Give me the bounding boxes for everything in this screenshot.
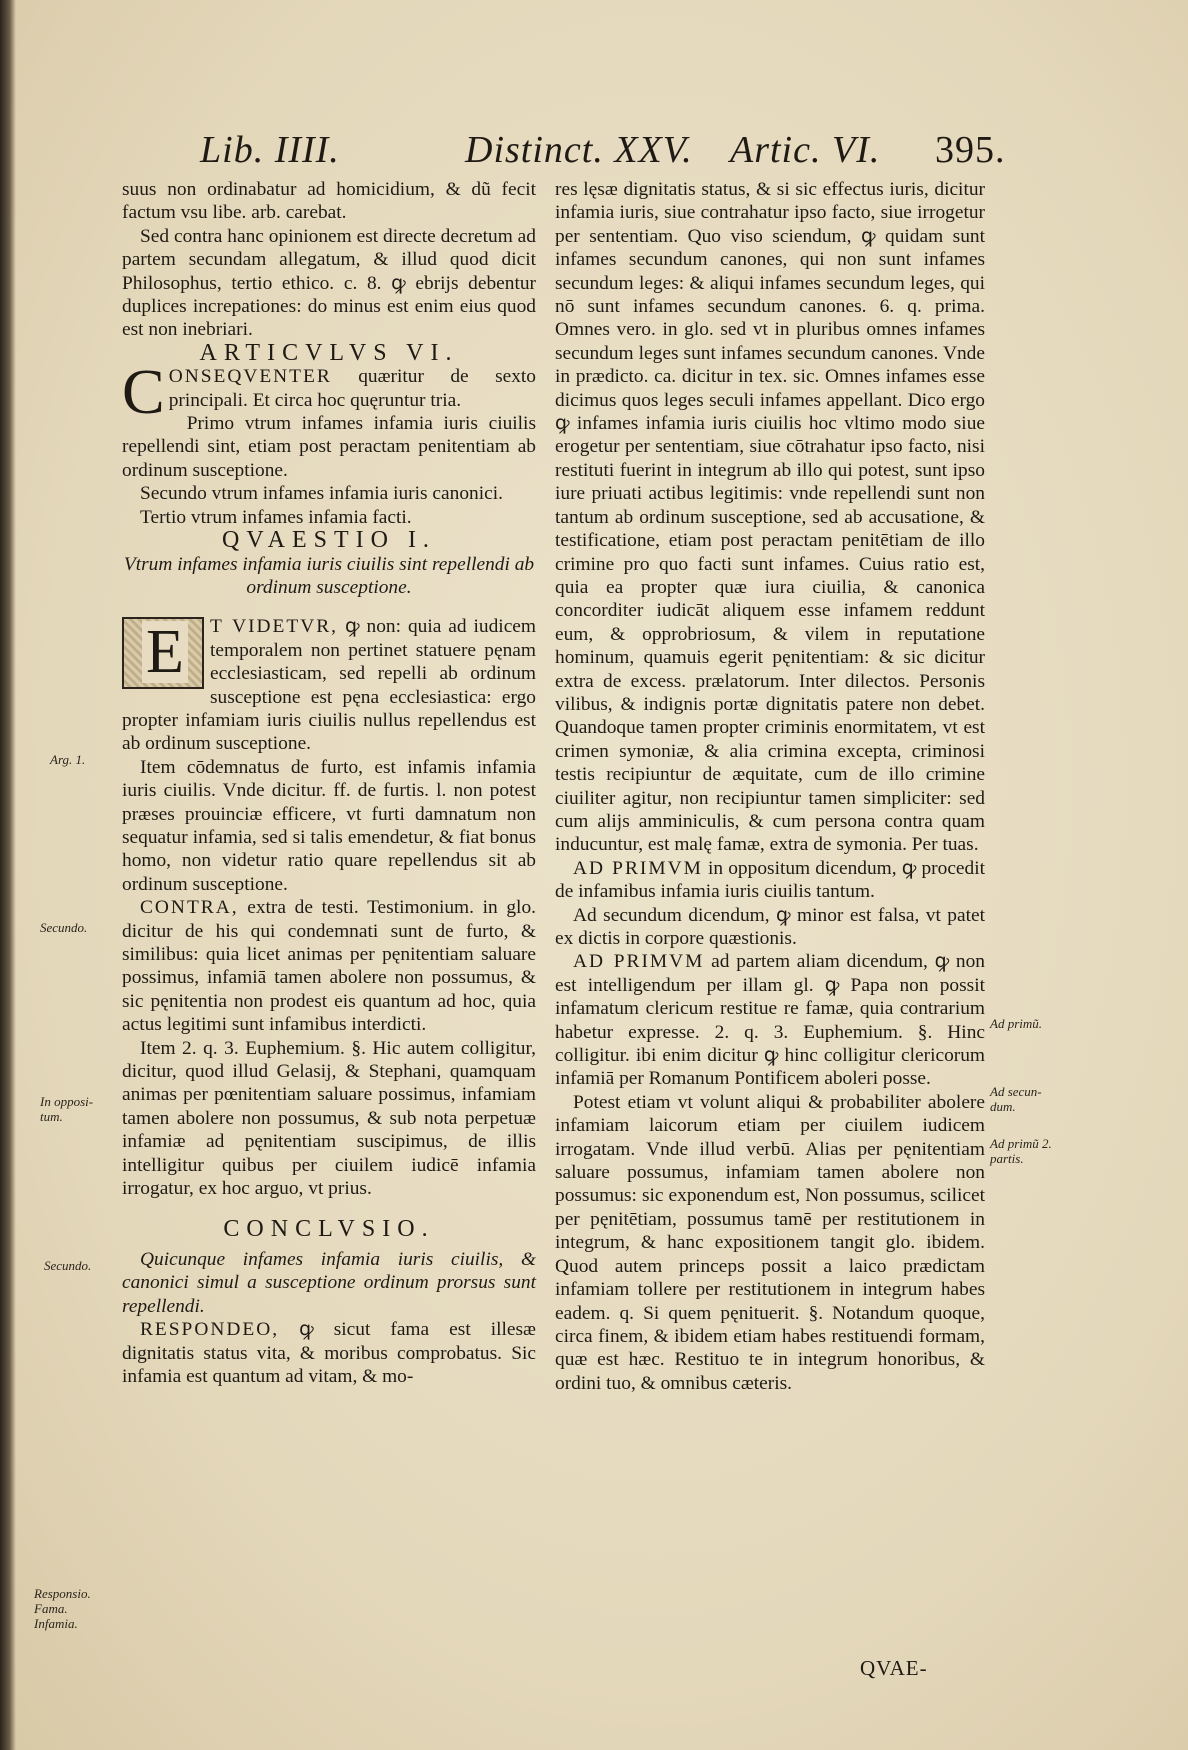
running-head-book: Lib. IIII. xyxy=(200,129,340,171)
paragraph-item-1: Item cōdemnatus de furto, est infamis infamia iuris ciuilis. Vnde dicitur. ff. de furtis. l. non potest præses prouinciæ efficere, vt furti damnatum non sequatur infamia, sed si talis emendetur, & fiat bonus homo, non videtur ratio quare repellendus sit ab ordinum susceptione. xyxy=(122,756,536,895)
paragraph-item-2: Item 2. q. 3. Euphemium. §. Hic autem colligitur, dicitur, quod illud Gelasij, & Stephani, quamquam animas per pœnitentiam saluare possimus, infamiam tamen abolere non possumus, & sub nota perpetuæ infamiæ ad pęnitentiam suscipimus, de illis intelligitur quibus per ciuilem iudicē infamia irrogatur, ex hoc arguo, vt prius. xyxy=(122,1037,536,1200)
argument-small-caps: T VIDETVR, xyxy=(210,616,339,638)
respondeo-small-caps: RESPONDEO, xyxy=(140,1319,280,1341)
drop-cap-c: C xyxy=(122,356,165,428)
paragraph-potest: Potest etiam vt volunt aliqui & probabiliter abolere infamiam laicorum etiam per ciuilem iudicem irrogatam. Vnde illud verbū. Alias per pęnitentiam saluare possumus, infamiam tamen abolere non possumus: sic exponendum est, Non possumus, scilicet per pęnitētiam, possumus tamē per restitutionem in integrum, & hanc expositionem tangit glo. ibidem. Quod autem princeps possit a laico prædictam infamiam tollere per restitutionem in integrum habes eadem. q. Si quem pęnituerit. §. Notandum quoque, circa finem, & ibidem etiam habes restituendi formam, quæ est hæc. Restituo te in integrum honoribus, & ordini tuo, & omnibus cæteris. xyxy=(555,1091,985,1394)
ad-primum-small-caps: AD PRIMVM xyxy=(573,857,703,879)
article-heading: ARTICVLVS VI. xyxy=(199,339,459,366)
running-head-distinction: Distinct. XXV. xyxy=(465,129,693,171)
left-column xyxy=(122,178,536,1388)
right-column xyxy=(555,178,985,1395)
margin-note-ad-primum: Ad primũ. xyxy=(990,1016,1042,1031)
conclusio-text: Quicunque infames infamia iuris ciuilis, & canonici simul a susceptione ordinum prorsus sunt repellendi. xyxy=(122,1248,536,1317)
margin-note-arg-1: Arg. 1. xyxy=(50,752,86,767)
paragraph-contra xyxy=(122,896,536,1036)
running-head xyxy=(200,128,1006,172)
conclusio-heading: CONCLVSIO. xyxy=(223,1216,435,1243)
ad-primum-text: in oppositum dicendum, ꝙ procedit de infamibus infamia iuris ciuilis tantum. xyxy=(555,857,985,903)
drop-cap-e: E xyxy=(142,621,188,683)
margin-note-secundo-2: Secundo. xyxy=(44,1258,92,1273)
contra-text: extra de testi. Testimonium. in glo. dicitur de his qui condemnati sunt de furto, & similibus: quia licet animas per pęnitentiam saluare possimus, infamiā tamen abolere non possumus, & sic pęnitentia non prodest eis quantum ad hoc, quia actus legitimi sunt infamibus interdicti. xyxy=(122,897,536,1036)
question-title: Vtrum infames infamia iuris ciuilis sint repellendi ab ordinum susceptione. xyxy=(123,553,535,598)
drop-cap-e-ornament xyxy=(122,617,204,689)
paragraph-respondeo xyxy=(122,1318,536,1388)
page-number: 395. xyxy=(935,129,1006,171)
margin-note-ad-secundum: Ad secun- dum. xyxy=(990,1084,1042,1114)
margin-note-secundo: Secundo. xyxy=(40,920,88,935)
paragraph: res lęsæ dignitatis status, & si sic effectus iuris, dicitur infamia iuris, siue contrahatur ipso facto, siue irrogetur per sententiam. Quo viso sciendum, ꝙ quidam sunt infames secundum canones, qui non sunt infames secundum leges: & aliqui infames secundum leges, qui nō sunt infames secundum canones. 6. q. prima. Omnes vero. in glo. sed vt in pluribus omnes infames secundum leges sunt infames secundum canones. Vnde in prædicto. ca. dicitur in tex. sic. Omnes infames esse dicimus quos leges seculi infames appellant. Dico ergo ꝙ infames infamia iuris ciuilis hoc vltimo modo siue erogetur per sententiam, siue cōtrahatur ipso facto, nisi restituti fuerint in integrum ab illo qui potest, sunt ipso iure priuati actibus legitimis: vnde repellendi sunt non tantum ab ordinum susceptione, sed ab accusatione, & testificatione, etiam post peractam penitētiam de illo crimine pro quo facti sunt infames. Cuius ratio est, quia ea propter quæ iura ciuilia, & canonica concorditer iudicāt aliquem esse infamem reddunt eum, & opprobriosum, & vilem in reputatione hominum, quamuis egerit pęnitentiam: & sic dicitur extra de excess. prælatorum. Inter dilectos. Personis vilibus, & indignis portæ dignitatis patere non debet. Quandoque tamen propter criminis enormitatem, vt est crimen symoniæ, & alia crimina excepta, criminosi testis recipiuntur de æquitate, cum de illo crimine ciuiliter agitur, non recipiuntur tamen simpliciter: sed cum alijs amminiculis, & cum persona contra quam inducuntur, est malę famæ, extra de symonia. Per tuas. xyxy=(555,179,985,856)
running-head-article: Artic. VI. xyxy=(730,129,881,171)
argument-paragraph xyxy=(122,615,536,755)
margin-note-responsio: Responsio. Fama. Infamia. xyxy=(34,1586,91,1631)
catchword: QVAE- xyxy=(860,1656,928,1680)
question-heading: QVAESTIO I. xyxy=(222,527,436,554)
paragraph-ad-primum-2 xyxy=(555,950,985,1090)
contra-small-caps: CONTRA, xyxy=(140,897,239,919)
paragraph-secundo: Secundo vtrum infames infamia iuris canonici. xyxy=(140,483,503,505)
margin-note-in-oppositum: In opposi- tum. xyxy=(40,1094,94,1124)
intro-text: quæritur de sexto principali. Et circa hoc quęruntur tria. xyxy=(168,366,536,411)
article-intro xyxy=(122,356,536,428)
ad-primum-2-small-caps: AD PRIMVM xyxy=(573,951,705,973)
paragraph-ad-secundum: Ad secundum dicendum, ꝙ minor est falsa, vt patet ex dictis in corpore quæstionis. xyxy=(555,904,985,949)
paragraph-primo: Primo vtrum infames infamia iuris ciuilis repellendi sint, etiam post peractam penitentiam ab ordinum susceptione. xyxy=(122,413,536,481)
binding-gutter xyxy=(0,0,16,1750)
paragraph-tertio: Tertio vtrum infames infamia facti. xyxy=(140,506,412,528)
respondeo-text: ꝙ sicut fama est illesæ dignitatis status vita, & moribus comprobatus. Sic infamia est quantum ad vitam, & mo- xyxy=(122,1319,536,1387)
margin-note-ad-primum-partis: Ad primũ 2. partis. xyxy=(990,1136,1052,1166)
paragraph: Sed contra hanc opinionem est directe decretum ad partem secundam allegatum, & illud quod dicit Philosophus, tertio ethico. c. 8. ꝙ ebrijs debentur duplices increpationes: do minus est enim eius quod est non inebriari. xyxy=(122,225,536,341)
paragraph: suus non ordinabatur ad homicidium, & dũ fecit factum vsu libe. arb. carebat. xyxy=(122,179,536,224)
ad-primum-2-text: ad partem aliam dicendum, ꝙ non est intelligendum per illam gl. ꝙ Papa non possit infamatum clericum restitue re famæ, quia contrarium habetur expresse. 2. q. 3. Euphemium. §. Hinc colligitur. ibi enim dicitur ꝙ hinc colligitur clericorum infamiā per Romanum Pontificem aboleri posse. xyxy=(555,951,986,1090)
intro-small-caps: ONSEQVENTER xyxy=(168,366,332,388)
paragraph-ad-primum xyxy=(555,857,985,904)
argument-text: ꝙ non: quia ad iudicem temporalem non pertinet statuere pęnam ecclesiasticam, sed repelli ab ordinum susceptione est pęna ecclesiastica: ergo propter infamiam iuris ciuilis nullus repellendus est ab ordinum susceptione. xyxy=(122,616,536,755)
